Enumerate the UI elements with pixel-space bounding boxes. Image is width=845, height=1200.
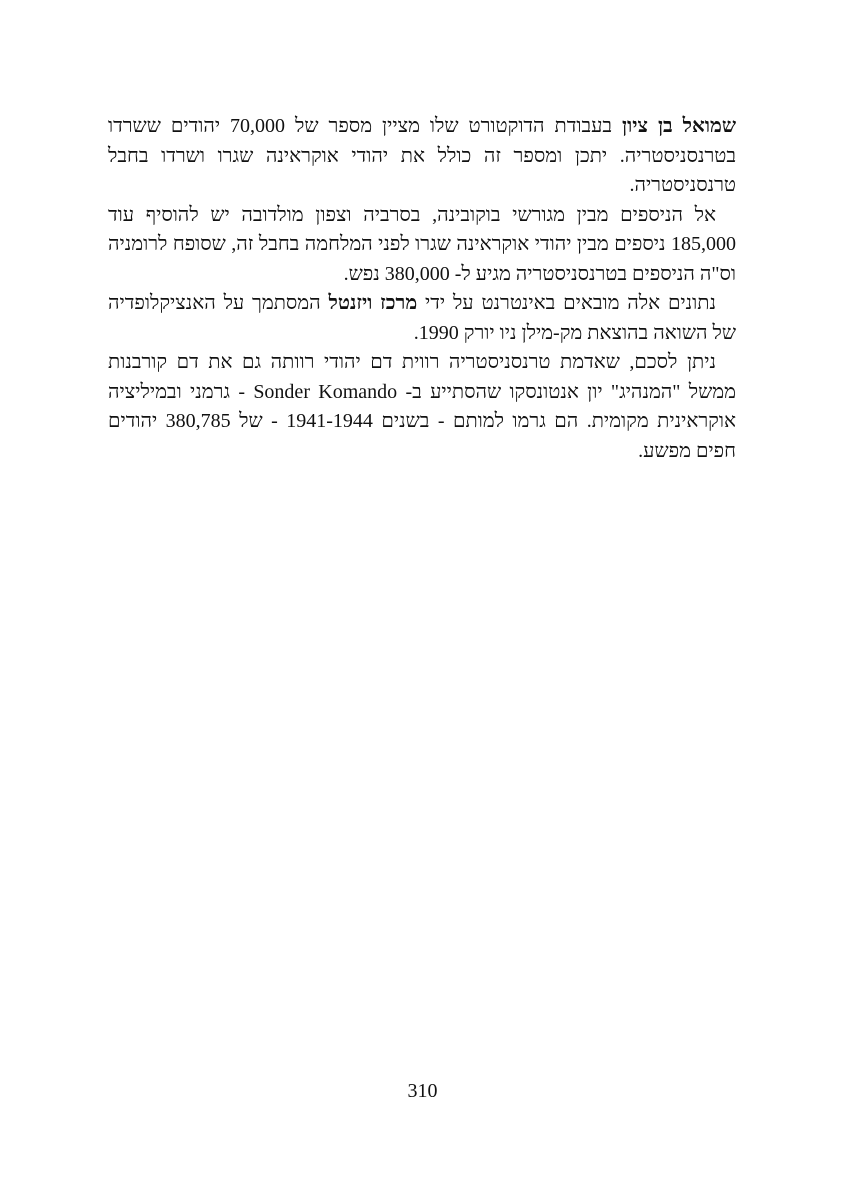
page-number: 310 — [407, 1080, 438, 1102]
body-text — [108, 112, 736, 466]
paragraph-2 — [108, 201, 736, 290]
author-name: שמואל בן ציון — [622, 115, 736, 137]
organization-name: מרכז ויזנטל — [328, 292, 418, 314]
paragraph-1 — [108, 112, 736, 201]
paragraph-4 — [108, 348, 736, 466]
text-run: המסתמך על האנציקלופדיה של השואה בהוצאת מק-מילן ניו יורק 1990. — [108, 292, 736, 344]
paragraph-3 — [108, 289, 736, 348]
text-run: אל הניספים מבין מגורשי בוקובינה, בסרביה וצפון מולדובה יש להוסיף עוד 185,000 ניספים מבין יהודי אוקראינה שגרו לפני המלחמה בחבל זה, שסופח לרומניה וס"ה הניספים בטרנסניסטריה מגיע ל- 380,000 נפש. — [108, 203, 736, 285]
text-run: בעבודת הדוקטורט שלו מציין מספר של 70,000 יהודים ששרדו בטרנסניסטריה. יתכן ומספר זה כולל את יהודי אוקראינה שגרו ושרדו בחבל טרנסניסטריה. — [108, 115, 736, 196]
text-run: ניתן לסכם, שאדמת טרנסניסטריה רווית דם יהודי רוותה גם את דם קורבנות ממשל "המנהיג" יון אנטונסקו שהסתייע ב- Sonder Komando - גרמני ובמיליציה אוקראינית מקומית. הם גרמו למותם - בשנים 1941-1944 - של 380,785 יהודים חפים מפשע. — [108, 351, 737, 462]
text-run: נתונים אלה מובאים באינטרנט על ידי — [417, 292, 716, 314]
